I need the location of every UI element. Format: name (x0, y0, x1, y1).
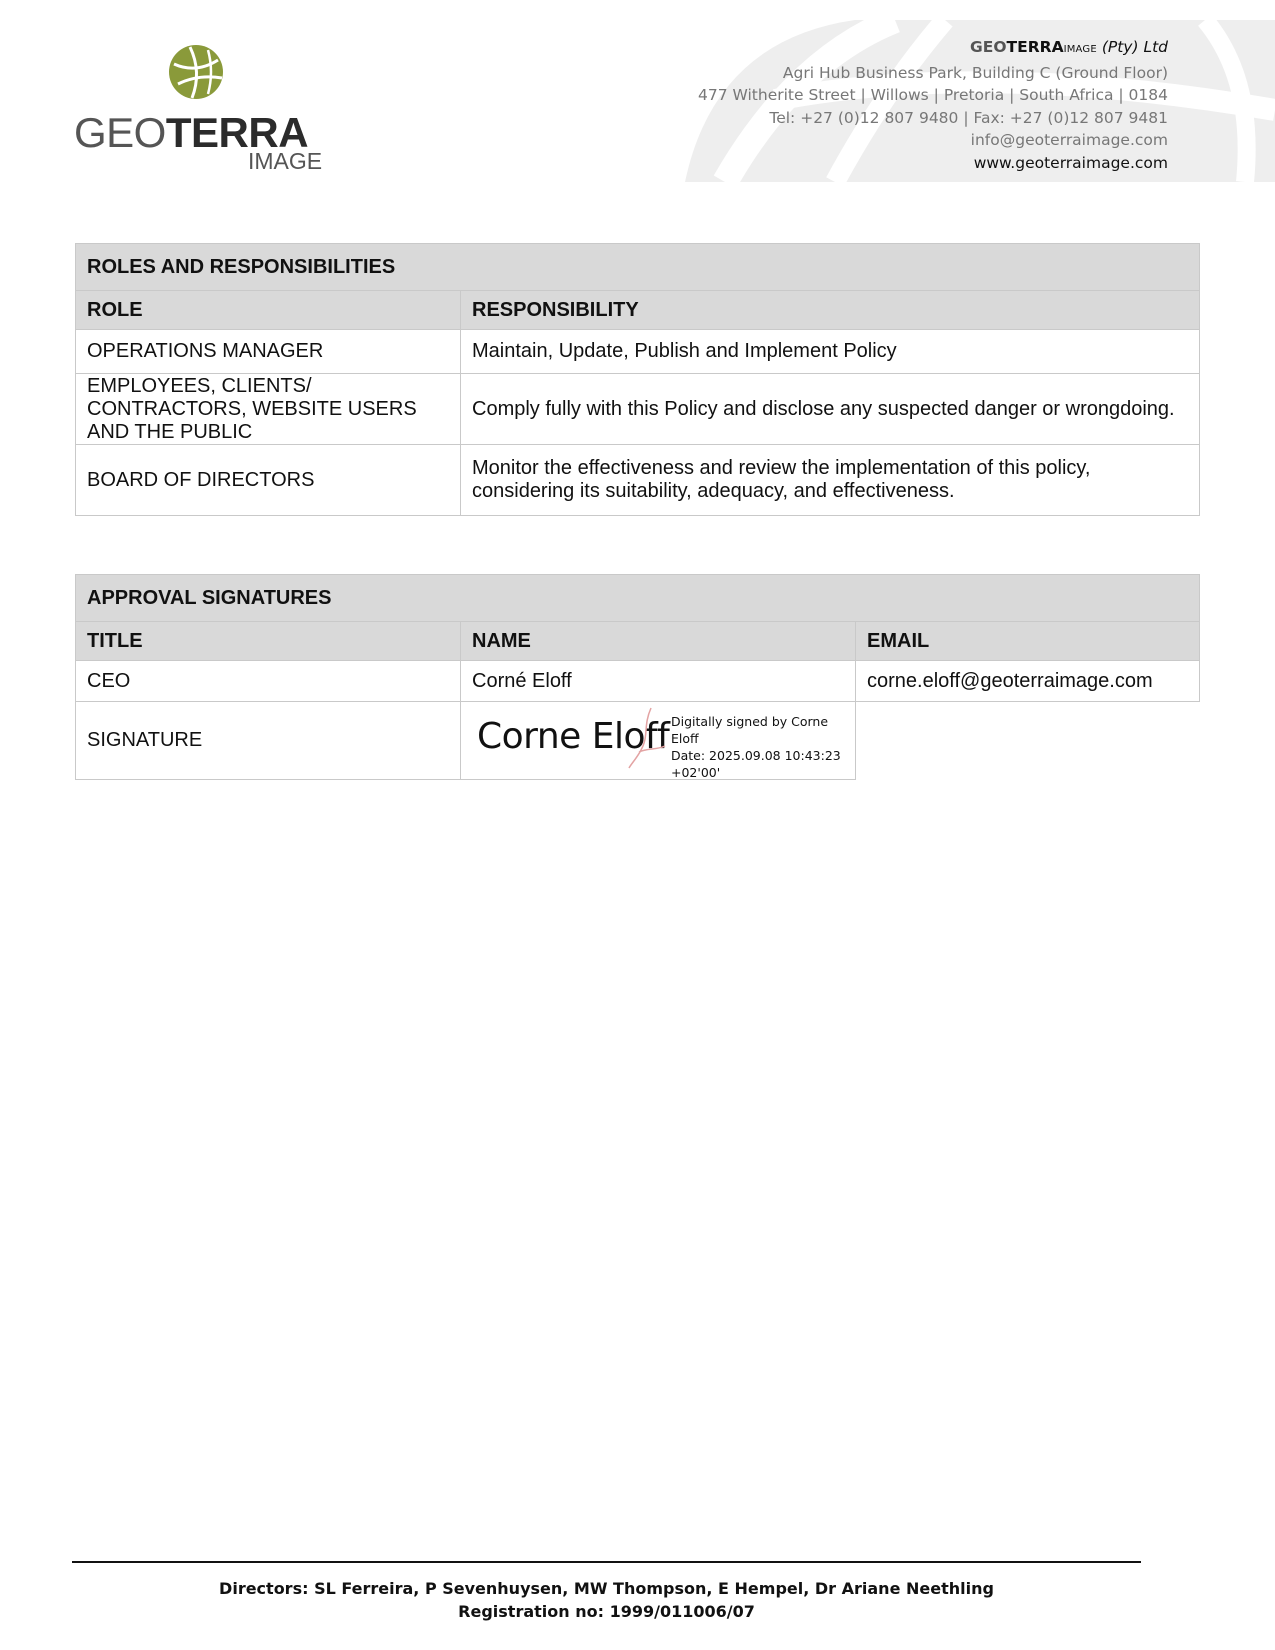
approval-section-title: APPROVAL SIGNATURES (76, 575, 1200, 622)
signature-row (76, 702, 1200, 780)
address-line-1: Agri Hub Business Park, Building C (Ground Floor) (782, 63, 1168, 82)
logo-wordmark: GEOTERRA (74, 109, 309, 156)
signature-timezone: +02'00' (671, 765, 721, 780)
role-cell: OPERATIONS MANAGER (76, 330, 461, 374)
table-row (76, 374, 1200, 445)
signature-date: Date: 2025.09.08 10:43:23 (671, 748, 841, 763)
responsibility-cell: Comply fully with this Policy and disclose any suspected danger or wrongdoing. (461, 374, 1200, 445)
footer-directors: Directors: SL Ferreira, P Sevenhuysen, MW Thompson, E Hempel, Dr Ariane Neethling (219, 1579, 994, 1598)
footer-registration: Registration no: 1999/011006/07 (458, 1602, 755, 1621)
phone-fax: Tel: +27 (0)12 807 9480 | Fax: +27 (0)12 807 9481 (769, 108, 1168, 127)
title-column-header: TITLE (76, 622, 461, 661)
address-line-2: 477 Witherite Street | Willows | Pretoria | South Africa | 0184 (697, 86, 1168, 104)
website-link[interactable]: www.geoterraimage.com (973, 153, 1168, 172)
approver-email[interactable]: corne.eloff@geoterraimage.com (856, 661, 1200, 702)
company-name: GEOTERRAIMAGE (Pty) Ltd (970, 38, 1168, 56)
footer-divider (72, 1561, 1141, 1563)
role-column-header: ROLE (76, 291, 461, 330)
approver-name: Corné Eloff (461, 661, 856, 702)
role-cell: EMPLOYEES, CLIENTS/ CONTRACTORS, WEBSITE USERS AND THE PUBLIC (76, 374, 461, 445)
table-row (76, 445, 1200, 516)
email-column-header: EMAIL (856, 622, 1200, 661)
approver-title: CEO (76, 661, 461, 702)
digital-signature-field[interactable] (461, 702, 856, 780)
signature-details (671, 713, 844, 781)
company-logo (74, 44, 324, 174)
empty-cell (856, 702, 1200, 780)
roles-table (75, 243, 1200, 516)
table-row (76, 330, 1200, 374)
company-contact-block (698, 36, 1168, 174)
responsibility-cell: Maintain, Update, Publish and Implement Policy (461, 330, 1200, 374)
responsibility-column-header: RESPONSIBILITY (461, 291, 1200, 330)
table-row (76, 661, 1200, 702)
signature-name: Corne Eloff (477, 716, 670, 757)
signature-signed-by: Digitally signed by Corne Eloff (671, 714, 829, 746)
roles-section-title: ROLES AND RESPONSIBILITIES (76, 244, 1200, 291)
contact-email[interactable]: info@geoterraimage.com (970, 131, 1168, 149)
signature-mark-icon (627, 706, 667, 770)
role-cell: BOARD OF DIRECTORS (76, 445, 461, 516)
approval-signatures-table (75, 574, 1200, 780)
footer (72, 1577, 1141, 1623)
name-column-header: NAME (461, 622, 856, 661)
responsibility-cell: Monitor the effectiveness and review the implementation of this policy, considering its suitability, adequacy, and effectiveness. (461, 445, 1200, 516)
globe-icon (168, 44, 224, 100)
logo-subtitle: IMAGE (248, 148, 323, 174)
signature-label: SIGNATURE (76, 702, 461, 780)
